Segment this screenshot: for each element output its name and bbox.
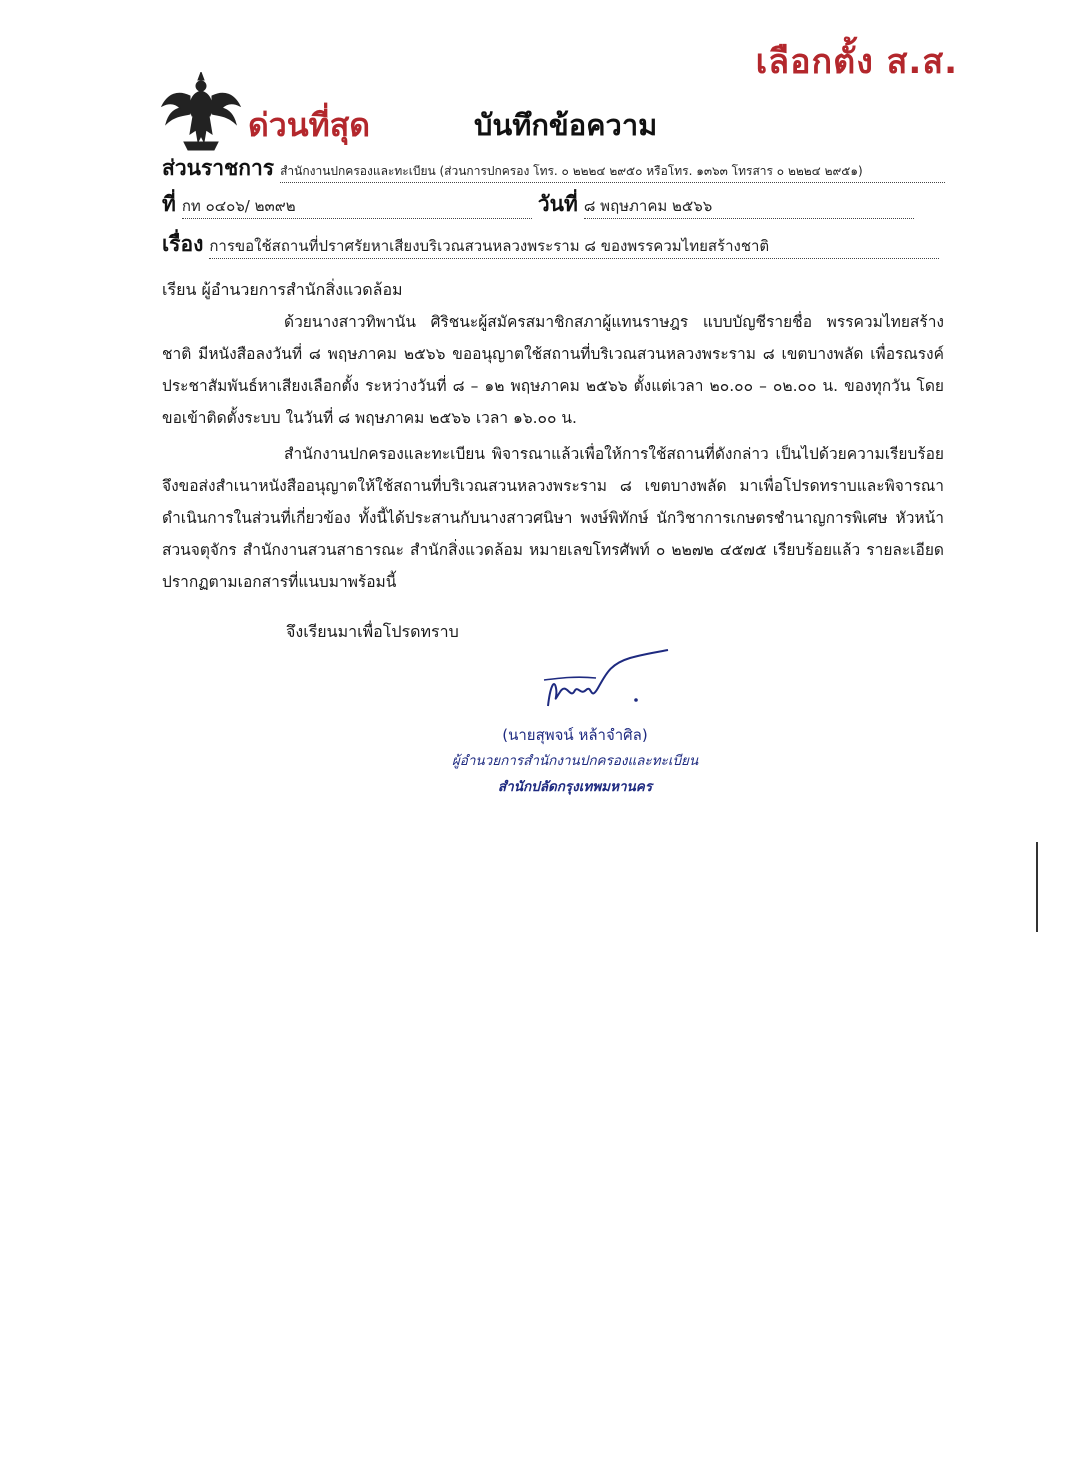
subject-value: การขอใช้สถานที่ปราศรัยหาเสียงบริเวณสวนหลวงพระราม ๘ ของพรรควมไทยสร้างชาติ xyxy=(209,234,939,259)
subject-label: เรื่อง xyxy=(162,232,204,256)
agency-field xyxy=(162,152,945,185)
body-paragraph-1: ด้วยนางสาวทิพานัน ศิริชนะผู้สมัครสมาชิกสภาผู้แทนราษฎร แบบบัญชีรายชื่อ พรรควมไทยสร้างชาติ มีหนังสือลงวันที่ ๘ พฤษภาคม ๒๕๖๖ ขออนุญาตใช้สถานที่บริเวณสวนหลวงพระราม ๘ เขตบางพลัด เพื่อรณรงค์ประชาสัมพันธ์หาเสียงเลือกตั้ง ระหว่างวันที่ ๘ – ๑๒ พฤษภาคม ๒๕๖๖ ตั้งแต่เวลา ๒๐.๐๐ – ๐๒.๐๐ น. ของทุกวัน โดยขอเข้าติดตั้งระบบ ในวันที่ ๘ พฤษภาคม ๒๕๖๖ เวลา ๑๖.๐๐ น. xyxy=(162,313,944,427)
signatory-name: (นายสุพจน์ หล้าจำศิล) xyxy=(502,726,648,744)
date-value: ๘ พฤษภาคม ๒๕๖๖ xyxy=(584,194,914,219)
reference-date-field xyxy=(162,188,914,221)
subject-field xyxy=(162,228,939,261)
urgency-label: ด่วนที่สุด xyxy=(248,106,371,144)
memo-title: บันทึกข้อความ xyxy=(474,108,658,142)
scan-edge-mark xyxy=(1036,842,1038,932)
garuda-emblem-icon xyxy=(160,72,242,154)
date-label: วันที่ xyxy=(537,192,578,216)
salutation: เรียน ผู้อำนวยการสำนักสิ่งแวดล้อม xyxy=(162,280,403,299)
signatory-office: สำนักปลัดกรุงเทพมหานคร xyxy=(497,779,653,795)
election-stamp: เลือกตั้ง ส.ส. xyxy=(755,42,958,82)
body-paragraph-2: สำนักงานปกครองและทะเบียน พิจารณาแล้วเพื่อให้การใช้สถานที่ดังกล่าว เป็นไปด้วยความเรียบร้อย จึงขอส่งสำเนาหนังสืออนุญาตให้ใช้สถานที่บริเวณสวนหลวงพระราม ๘ เขตบางพลัด มาเพื่อโปรดทราบและพิจารณาดำเนินการในส่วนที่เกี่ยวข้อง ทั้งนี้ได้ประสานกับนางสาวศนิษา พงษ์พิทักษ์ นักวิชาการเกษตรชำนาญการพิเศษ หัวหน้าสวนจตุจักร สำนักงานสวนสาธารณะ สำนักสิ่งแวดล้อม หมายเลขโทรศัพท์ ๐ ๒๒๗๒ ๔๕๗๕ เรียบร้อยแล้ว รายละเอียดปรากฏตามเอกสารที่แนบมาพร้อมนี้ xyxy=(162,445,944,591)
signatory-position: ผู้อำนวยการสำนักงานปกครองและทะเบียน xyxy=(451,753,699,769)
agency-label: ส่วนราชการ xyxy=(162,156,275,180)
reference-number-label: ที่ xyxy=(162,192,176,216)
agency-value: สำนักงานปกครองและทะเบียน (ส่วนการปกครอง โทร. ๐ ๒๒๒๔ ๒๙๕๐ หรือโทร. ๑๓๖๓ โทรสาร ๐ ๒๒๒๔ ๒๙๕๑) xyxy=(280,162,945,183)
reference-number-value: กท ๐๔๐๖/ ๒๓๙๒ xyxy=(182,194,532,219)
closing-line: จึงเรียนมาเพื่อโปรดทราบ xyxy=(286,622,459,641)
handwritten-signature xyxy=(540,648,675,710)
signature-block xyxy=(430,722,720,800)
